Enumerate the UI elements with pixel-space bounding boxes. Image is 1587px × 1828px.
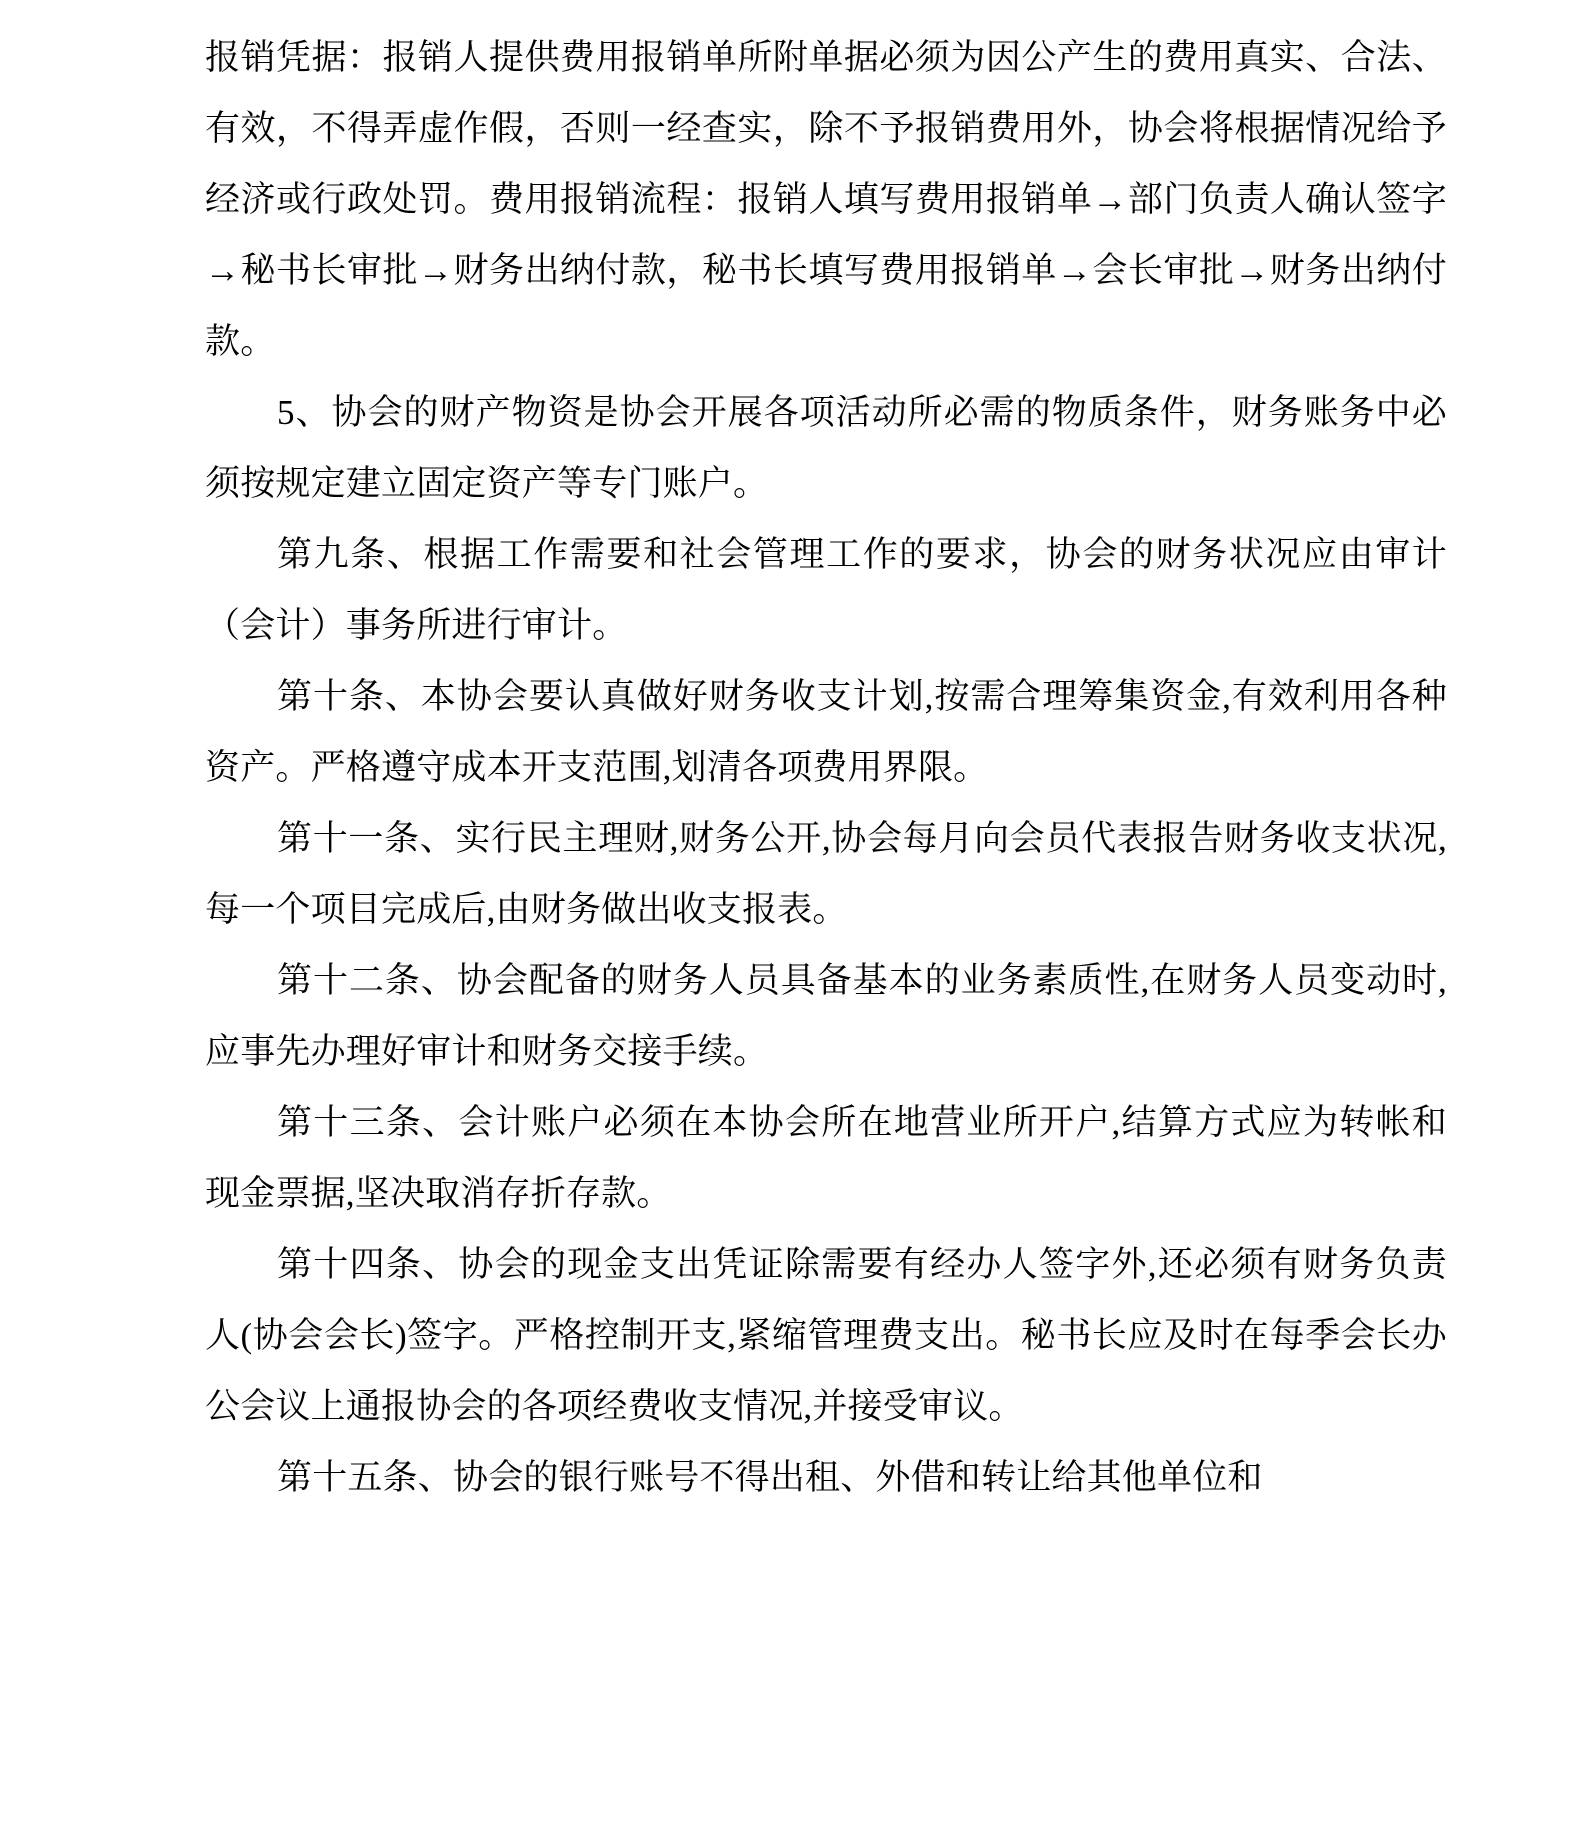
document-body	[205, 22, 1447, 1513]
paragraph-reimbursement-vouchers: 报销凭据：报销人提供费用报销单所附单据必须为因公产生的费用真实、合法、有效，不得弄虚作假，否则一经查实，除不予报销费用外，协会将根据情况给予经济或行政处罚。费用报销流程：报销人填写费用报销单→部门负责人确认签字→秘书长审批→财务出纳付款，秘书长填写费用报销单→会长审批→财务出纳付款。	[205, 38, 1447, 361]
paragraph-item-5: 5、协会的财产物资是协会开展各项活动所必需的物质条件，财务账务中必须按规定建立固定资产等专门账户。	[205, 393, 1447, 503]
paragraph-article-13: 第十三条、会计账户必须在本协会所在地营业所开户,结算方式应为转帐和现金票据,坚决取消存折存款。	[205, 1103, 1447, 1213]
paragraph-article-15: 第十五条、协会的银行账号不得出租、外借和转让给其他单位和	[277, 1458, 1263, 1497]
paragraph-article-12: 第十二条、协会配备的财务人员具备基本的业务素质性,在财务人员变动时,应事先办理好审计和财务交接手续。	[205, 961, 1447, 1071]
paragraph-article-9: 第九条、根据工作需要和社会管理工作的要求，协会的财务状况应由审计（会计）事务所进行审计。	[205, 535, 1447, 645]
paragraph-article-11: 第十一条、实行民主理财,财务公开,协会每月向会员代表报告财务收支状况,每一个项目完成后,由财务做出收支报表。	[205, 819, 1447, 929]
paragraph-article-10: 第十条、本协会要认真做好财务收支计划,按需合理筹集资金,有效利用各种资产。严格遵守成本开支范围,划清各项费用界限。	[205, 677, 1447, 787]
paragraph-article-14: 第十四条、协会的现金支出凭证除需要有经办人签字外,还必须有财务负责人(协会会长)签字。严格控制开支,紧缩管理费支出。秘书长应及时在每季会长办公会议上通报协会的各项经费收支情况,并接受审议。	[205, 1245, 1447, 1426]
